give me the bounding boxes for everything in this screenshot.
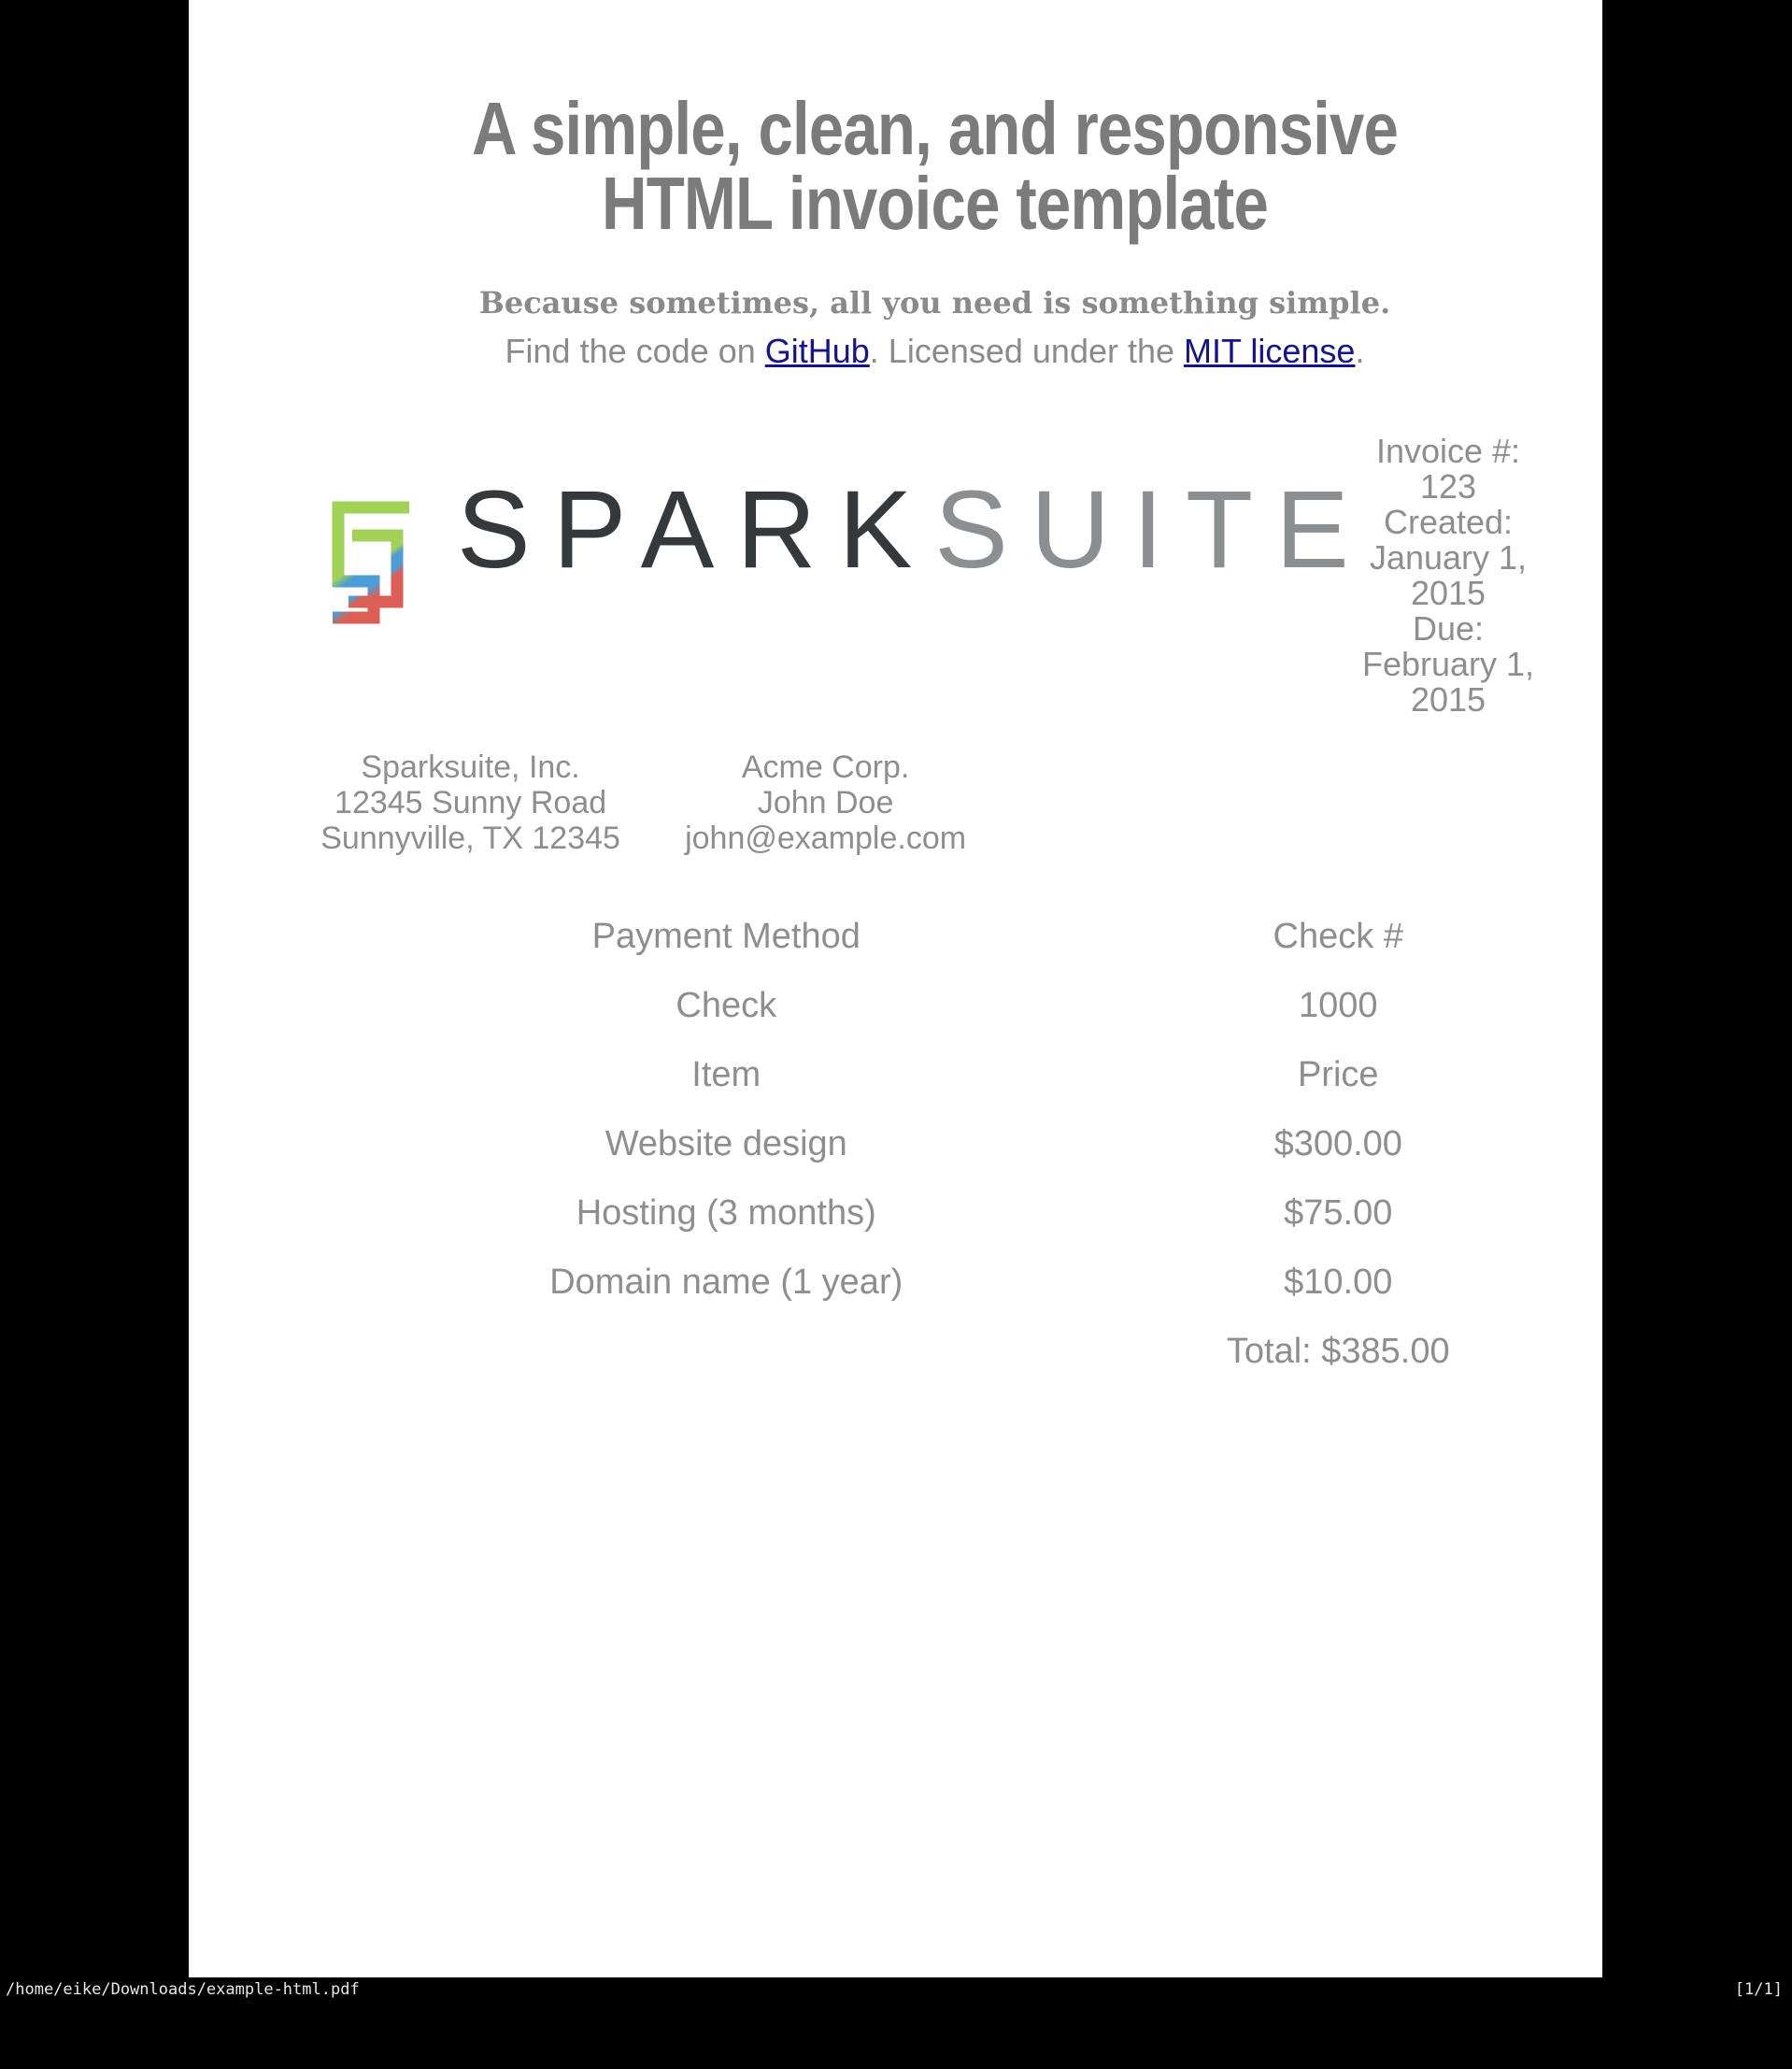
mit-license-link[interactable]: MIT license bbox=[1184, 332, 1356, 370]
title-line-1: A simple, clean, and responsive bbox=[471, 87, 1399, 170]
document-title bbox=[374, 87, 1495, 245]
payment-method-value: Check bbox=[676, 985, 777, 1025]
created-date-1: January 1, bbox=[1369, 538, 1528, 577]
invoice-header bbox=[267, 434, 1602, 723]
check-number-value: 1000 bbox=[1298, 985, 1378, 1025]
logo-wordmark bbox=[457, 468, 1372, 592]
logo-text-spark: SPARK bbox=[457, 468, 935, 592]
invoice-meta bbox=[1331, 434, 1565, 718]
from-company: Sparksuite, Inc. bbox=[361, 749, 580, 785]
statusbar-filepath: /home/eike/Downloads/example-html.pdf bbox=[6, 1979, 360, 1999]
item-domain: Domain name (1 year) bbox=[549, 1262, 903, 1302]
created-label: Created: bbox=[1383, 503, 1514, 541]
to-contact: John Doe bbox=[757, 785, 894, 820]
item-website-design: Website design bbox=[604, 1123, 847, 1163]
due-date-1: February 1, bbox=[1361, 645, 1535, 683]
total-spacer bbox=[267, 1317, 1186, 1386]
price-header: Price bbox=[1297, 1054, 1379, 1094]
logo-text-suite: SUITE bbox=[934, 468, 1372, 592]
sparksuite-logo-icon bbox=[324, 497, 418, 628]
check-number-header: Check # bbox=[1273, 916, 1403, 956]
invoice-number-value: 123 bbox=[1419, 467, 1477, 506]
from-address bbox=[286, 749, 655, 856]
created-date-2: 2015 bbox=[1410, 574, 1486, 612]
intro-prefix: Find the code on bbox=[505, 332, 765, 370]
payment-method-header: Payment Method bbox=[591, 916, 860, 956]
intro-line bbox=[267, 331, 1602, 372]
intro-suffix: . bbox=[1355, 332, 1365, 370]
statusbar bbox=[0, 1977, 1792, 2001]
table-row bbox=[267, 902, 1491, 971]
item-header: Item bbox=[691, 1054, 761, 1094]
table-row bbox=[267, 1109, 1491, 1178]
due-date-2: 2015 bbox=[1410, 680, 1486, 719]
invoice-table bbox=[267, 902, 1491, 1386]
to-address bbox=[655, 749, 996, 856]
price-website-design: $300.00 bbox=[1273, 1123, 1402, 1163]
intro-middle: . Licensed under the bbox=[869, 332, 1185, 370]
table-row bbox=[267, 1040, 1491, 1109]
table-row bbox=[267, 1248, 1491, 1317]
to-company: Acme Corp. bbox=[741, 749, 910, 785]
table-row-total bbox=[267, 1317, 1491, 1386]
invoice-document bbox=[189, 87, 1602, 2069]
invoice-total: Total: $385.00 bbox=[1226, 1331, 1450, 1371]
table-row bbox=[267, 971, 1491, 1040]
pdf-page bbox=[189, 0, 1602, 1977]
statusbar-page-indicator: [1/1] bbox=[1734, 1979, 1783, 1999]
title-line-2: HTML invoice template bbox=[601, 162, 1269, 245]
table-row bbox=[267, 1178, 1491, 1248]
to-email: john@example.com bbox=[685, 820, 967, 856]
from-street: 12345 Sunny Road bbox=[334, 785, 607, 820]
price-hosting: $75.00 bbox=[1284, 1192, 1393, 1233]
due-label: Due: bbox=[1412, 609, 1485, 648]
address-section bbox=[286, 749, 996, 856]
invoice-number-label: Invoice #: bbox=[1375, 432, 1521, 470]
item-hosting: Hosting (3 months) bbox=[576, 1192, 876, 1233]
github-link[interactable]: GitHub bbox=[764, 332, 870, 370]
from-city: Sunnyville, TX 12345 bbox=[320, 820, 620, 856]
price-domain: $10.00 bbox=[1284, 1262, 1393, 1302]
document-subtitle: Because sometimes, all you need is something simple. bbox=[478, 285, 1391, 321]
